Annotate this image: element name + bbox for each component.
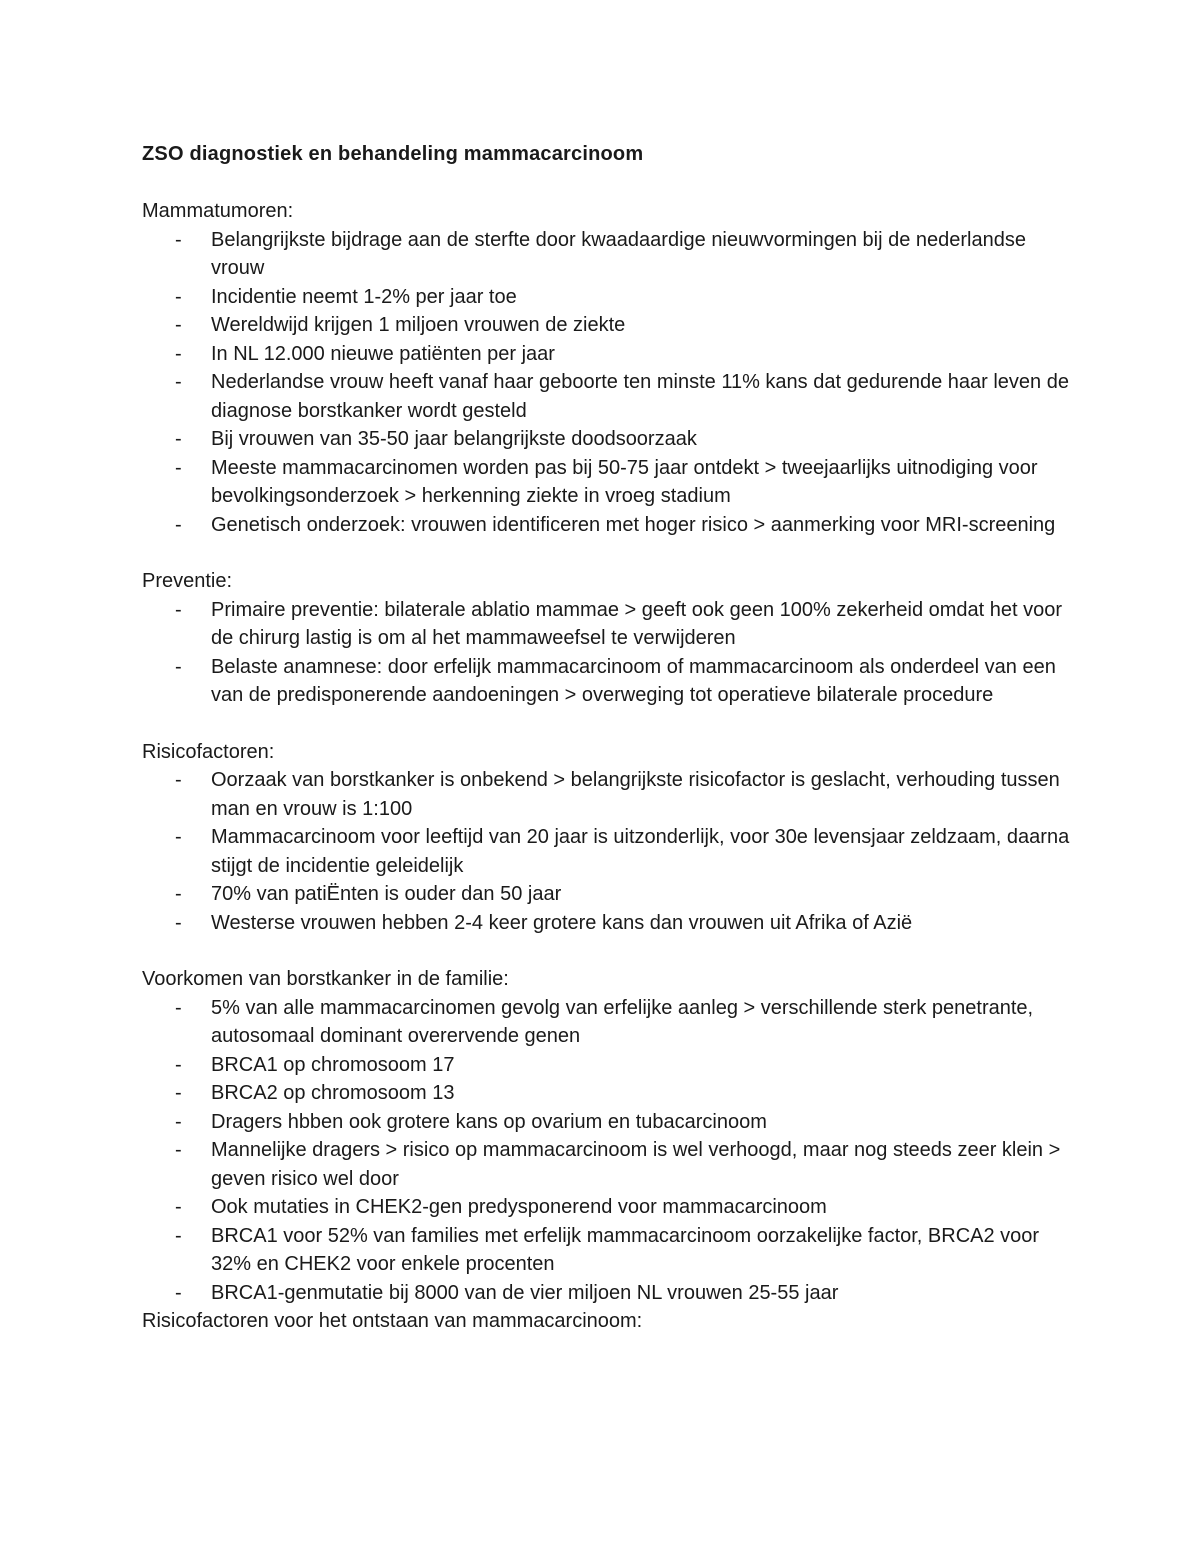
bullet-list bbox=[142, 766, 1072, 937]
list-item-text: Nederlandse vrouw heeft vanaf haar geboorte ten minste 11% kans dat gedurende haar leven de diagnose borstkanker wordt gesteld bbox=[211, 371, 1069, 422]
list-item bbox=[142, 1051, 1072, 1080]
bullet-dash: - bbox=[175, 456, 182, 479]
bullet-dash: - bbox=[175, 1224, 182, 1247]
section-heading: Mammatumoren: bbox=[142, 200, 294, 222]
bullet-dash: - bbox=[175, 655, 182, 678]
list-item-text: Bij vrouwen van 35-50 jaar belangrijkste doodsoorzaak bbox=[211, 428, 697, 450]
bullet-dash: - bbox=[175, 1139, 182, 1161]
bullet-dash: - bbox=[175, 826, 182, 848]
section-heading: Voorkomen van borstkanker in de familie: bbox=[142, 968, 509, 990]
list-item-text: Mammacarcinoom voor leeftijd van 20 jaar is uitzonderlijk, voor 30e levensjaar zeldzaam, daarna stijgt de incidentie geleidelijk bbox=[211, 826, 1070, 877]
list-item bbox=[142, 909, 1072, 938]
list-item-text: BRCA1 voor 52% van families met erfelijk mammacarcinoom oorzakelijke factor, BRCA2 voor 32% en CHEK2 voor enkele procenten bbox=[211, 1224, 1040, 1275]
bullet-dash: - bbox=[175, 285, 182, 308]
section-familie bbox=[142, 965, 1072, 1307]
list-item bbox=[142, 1136, 1072, 1193]
section-risicofactoren-ontstaan bbox=[142, 1307, 1072, 1336]
list-item bbox=[142, 1193, 1072, 1222]
bullet-dash: - bbox=[175, 1053, 182, 1076]
bullet-dash: - bbox=[175, 769, 182, 791]
list-item-text: Dragers hbben ook grotere kans op ovarium en tubacarcinoom bbox=[211, 1110, 767, 1133]
list-item bbox=[142, 994, 1072, 1051]
list-item-text: Belangrijkste bijdrage aan de sterfte door kwaadaardige nieuwvormingen bij de nederlandse vrouw bbox=[211, 228, 1026, 279]
list-item-text: BRCA1 op chromosoom 17 bbox=[211, 1053, 455, 1076]
bullet-dash: - bbox=[175, 1281, 182, 1304]
bullet-dash: - bbox=[175, 228, 182, 251]
list-item-text: Ook mutaties in CHEK2-gen predysponerend voor mammacarcinoom bbox=[211, 1196, 827, 1218]
list-item bbox=[142, 1279, 1072, 1308]
bullet-dash: - bbox=[175, 996, 182, 1019]
list-item-text: Belaste anamnese: door erfelijk mammacarcinoom of mammacarcinoom als onderdeel van een van de predisponerende aandoeningen > overweging tot operatieve bilaterale procedure bbox=[211, 655, 1056, 706]
list-item bbox=[142, 283, 1072, 312]
list-item bbox=[142, 226, 1072, 283]
bullet-dash: - bbox=[175, 513, 182, 536]
list-item-text: BRCA2 op chromosoom 13 bbox=[211, 1082, 455, 1104]
bullet-list bbox=[142, 994, 1072, 1308]
list-item bbox=[142, 340, 1072, 369]
list-item-text: Wereldwijd krijgen 1 miljoen vrouwen de ziekte bbox=[211, 314, 626, 336]
list-item bbox=[142, 368, 1072, 425]
list-item bbox=[142, 653, 1072, 710]
list-item bbox=[142, 454, 1072, 511]
section-heading: Risicofactoren: bbox=[142, 740, 275, 763]
list-item bbox=[142, 823, 1072, 880]
bullet-dash: - bbox=[175, 371, 182, 393]
list-item bbox=[142, 596, 1072, 653]
document-page bbox=[142, 140, 1072, 1336]
list-item bbox=[142, 425, 1072, 454]
bullet-list bbox=[142, 226, 1072, 540]
list-item-text: 5% van alle mammacarcinomen gevolg van erfelijke aanleg > verschillende sterk penetrante, autosomaal dominant overervende genen bbox=[211, 996, 1034, 1047]
list-item-text: 70% van patiËnten is ouder dan 50 jaar bbox=[211, 883, 562, 905]
section-risicofactoren bbox=[142, 738, 1072, 938]
list-item-text: Primaire preventie: bilaterale ablatio mammae > geeft ook geen 100% zekerheid omdat het voor de chirurg lastig is om al het mammaweefsel te verwijderen bbox=[211, 598, 1063, 649]
list-item bbox=[142, 1108, 1072, 1137]
section-mammatumoren bbox=[142, 197, 1072, 539]
list-item-text: Mannelijke dragers > risico op mammacarcinoom is wel verhoogd, maar nog steeds zeer klein > geven risico wel door bbox=[211, 1139, 1061, 1190]
bullet-dash: - bbox=[175, 428, 182, 450]
list-item bbox=[142, 311, 1072, 340]
list-item-text: Meeste mammacarcinomen worden pas bij 50-75 jaar ontdekt > tweejaarlijks uitnodiging voor bevolkingsonderzoek > herkenning ziekte in vroeg stadium bbox=[211, 456, 1038, 507]
list-item bbox=[142, 766, 1072, 823]
section-preventie bbox=[142, 567, 1072, 710]
list-item-text: Oorzaak van borstkanker is onbekend > belangrijkste risicofactor is geslacht, verhouding tussen man en vrouw is 1:100 bbox=[211, 769, 1060, 820]
bullet-list bbox=[142, 596, 1072, 710]
bullet-dash: - bbox=[175, 1110, 182, 1133]
bullet-dash: - bbox=[175, 598, 182, 621]
section-heading: Risicofactoren voor het ontstaan van mammacarcinoom: bbox=[142, 1310, 643, 1332]
list-item-text: BRCA1-genmutatie bij 8000 van de vier miljoen NL vrouwen 25-55 jaar bbox=[211, 1281, 839, 1304]
list-item bbox=[142, 1222, 1072, 1279]
bullet-dash: - bbox=[175, 1082, 182, 1104]
list-item-text: Incidentie neemt 1-2% per jaar toe bbox=[211, 285, 517, 308]
list-item bbox=[142, 880, 1072, 909]
bullet-dash: - bbox=[175, 314, 182, 336]
list-item bbox=[142, 511, 1072, 540]
list-item-text: Westerse vrouwen hebben 2-4 keer grotere kans dan vrouwen uit Afrika of Azië bbox=[211, 911, 913, 934]
bullet-dash: - bbox=[175, 911, 182, 934]
section-heading: Preventie: bbox=[142, 570, 233, 592]
document-title: ZSO diagnostiek en behandeling mammacarcinoom bbox=[142, 143, 644, 165]
list-item-text: In NL 12.000 nieuwe patiënten per jaar bbox=[211, 342, 555, 365]
list-item bbox=[142, 1079, 1072, 1108]
bullet-dash: - bbox=[175, 883, 182, 905]
bullet-dash: - bbox=[175, 1196, 182, 1218]
list-item-text: Genetisch onderzoek: vrouwen identificeren met hoger risico > aanmerking voor MRI-screening bbox=[211, 513, 1056, 536]
bullet-dash: - bbox=[175, 342, 182, 365]
